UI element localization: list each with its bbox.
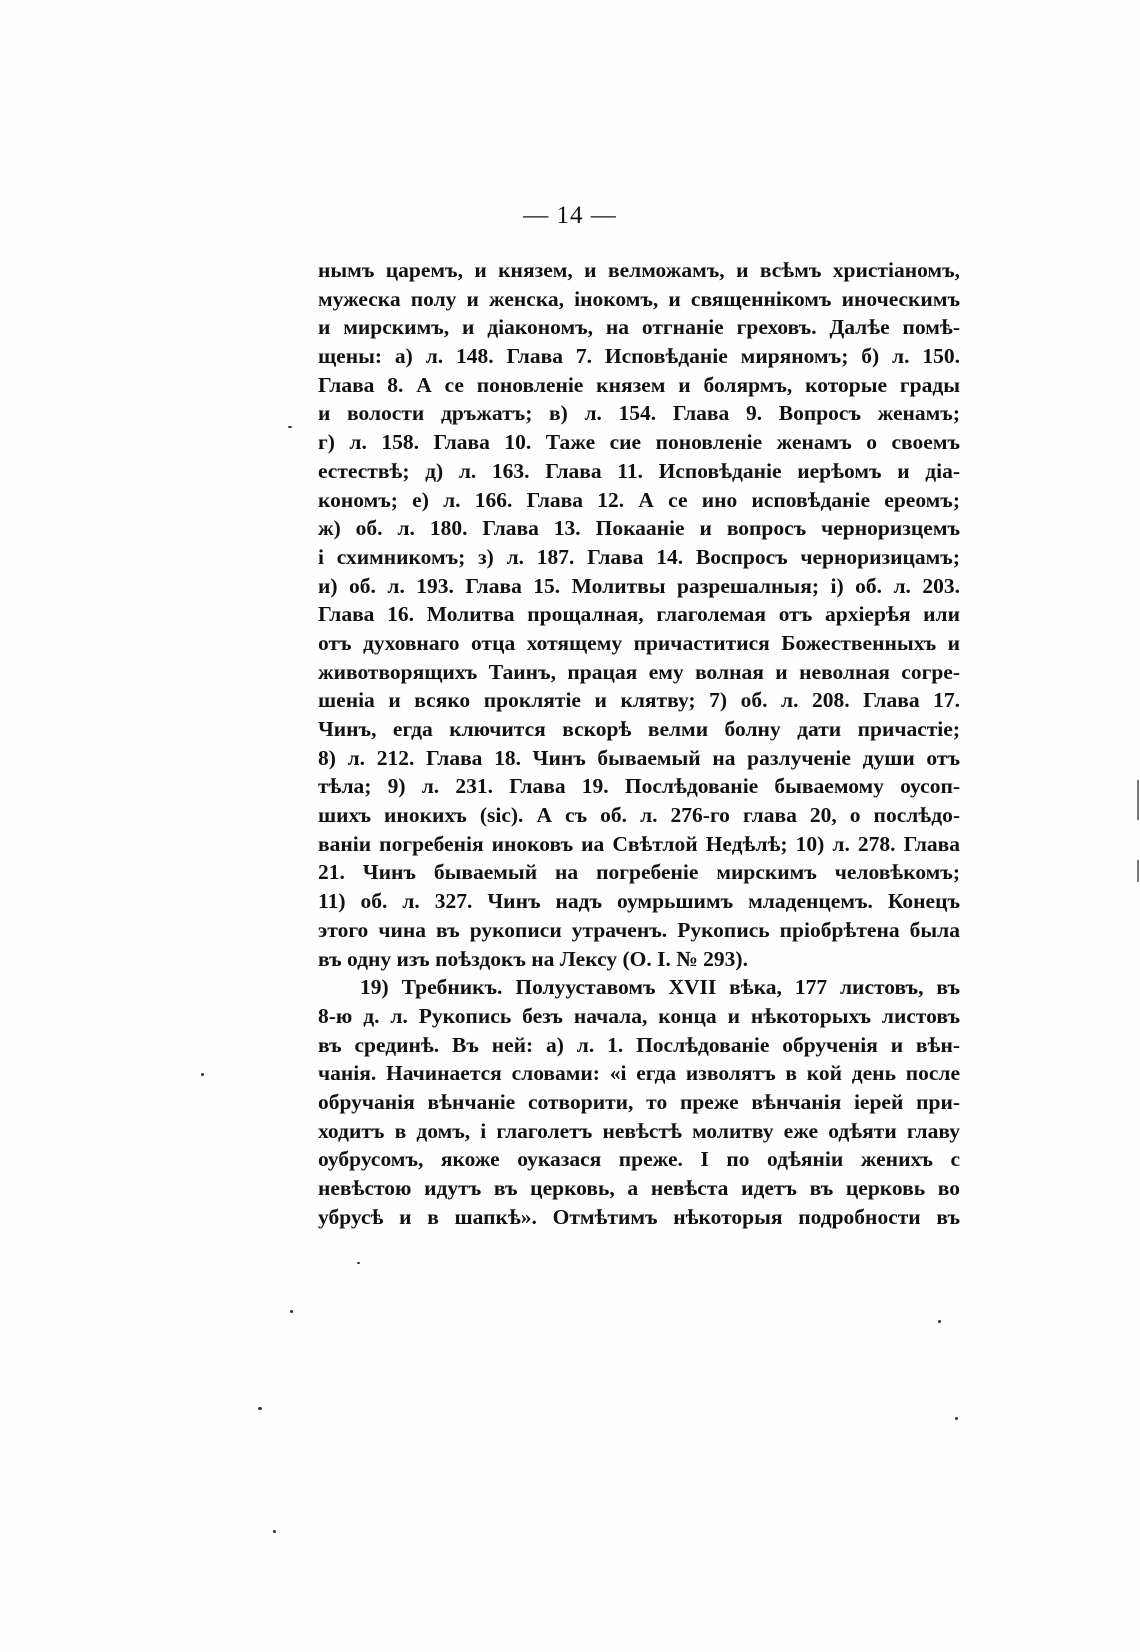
text-line: тѣла; 9) л. 231. Глава 19. Послѣдованіе бываемому оусоп-: [318, 774, 960, 799]
text-line: Глава 16. Молитва прощалная, глаголемая отъ архіерѣя или: [318, 602, 960, 627]
scan-speck: [201, 1073, 204, 1076]
text-line: животворящихъ Таинъ, працая ему волная и неволная согре-: [318, 659, 960, 684]
text-line: естествѣ; д) л. 163. Глава 11. Исповѣданіе иерѣомъ и діа-: [318, 458, 960, 483]
text-line: мужеска полу и женска, інокомъ, и священнікомъ иноческимъ: [318, 286, 960, 311]
scan-speck: [938, 1320, 941, 1323]
text-line: ходитъ в домъ, і глаголетъ невѣстѣ молитву еже одѣяти главу: [318, 1118, 960, 1143]
scan-speck: [288, 426, 292, 428]
text-line: оубрусомъ, якоже оуказася преже. І по одѣяніи женихъ с: [318, 1147, 960, 1172]
text-line: шихъ инокихъ (sic). А съ об. л. 276-го глава 20, о послѣдо-: [318, 803, 960, 828]
paragraph-1: [318, 256, 960, 973]
body-text: [318, 256, 960, 1231]
text-line: 8-ю д. л. Рукопись безъ начала, конца и нѣкоторыхъ листовъ: [318, 1003, 960, 1028]
page-number: — 14 —: [523, 202, 617, 229]
text-line: и мирскимъ, и діакономъ, на отгнаніе греховъ. Далѣе помѣ-: [318, 315, 960, 340]
text-line: і схимникомъ; з) л. 187. Глава 14. Воспросъ черноризицамъ;: [318, 544, 960, 569]
scan-speck: [273, 1530, 276, 1533]
scan-speck: [955, 1417, 958, 1420]
scan-speck: [258, 1407, 262, 1410]
text-line: ваніи погребенія иноковъ иа Свѣтлой Недѣлѣ; 10) л. 278. Глава: [318, 831, 960, 856]
text-line: обручанія вѣнчаніе сотворити, то преже вѣнчанія іерей при-: [318, 1089, 960, 1114]
scan-speck: [290, 1310, 293, 1313]
text-line: 11) об. л. 327. Чинъ надъ оумрьшимъ младенцемъ. Конецъ: [318, 889, 960, 914]
text-line: убрусѣ и в шапкѣ». Отмѣтимъ нѣкоторыя подробности въ: [318, 1204, 960, 1229]
text-line: невѣстою идутъ въ церковь, а невѣста идетъ въ церковь во: [318, 1176, 960, 1200]
text-line: Чинъ, егда ключится вскорѣ велми болну дати причастіе;: [318, 717, 960, 741]
text-line: ж) об. л. 180. Глава 13. Покааніе и вопросъ черноризцемъ: [318, 516, 960, 541]
scan-edge-mark: [1137, 780, 1139, 820]
text-line: шеніа и всяко проклятіе и клятву; 7) об. л. 208. Глава 17.: [318, 688, 960, 713]
text-line: 21. Чинъ бываемый на погребеніе мирскимъ человѣкомъ;: [318, 860, 960, 885]
text-line: этого чина въ рукописи утраченъ. Рукопись пріобрѣтена была: [318, 917, 960, 942]
text-line: г) л. 158. Глава 10. Таже сие поновленіе женамъ о своемъ: [318, 430, 960, 455]
text-line: щены: а) л. 148. Глава 7. Исповѣданіе миряномъ; б) л. 150.: [318, 344, 960, 369]
text-line: 19) Требникъ. Полууставомъ XVII вѣка, 177 листовъ, въ: [360, 975, 960, 1000]
paragraph-2: [318, 973, 960, 1231]
text-line: и волости дръжатъ; в) л. 154. Глава 9. Вопросъ женамъ;: [318, 401, 960, 426]
text-line: чанія. Начинается словами: «і егда изволятъ в кой день после: [318, 1061, 960, 1086]
text-line: Глава 8. А се поновленіе князем и болярмъ, которые грады: [318, 372, 960, 397]
text-line: кономъ; е) л. 166. Глава 12. А се ино исповѣданіе ереомъ;: [318, 487, 960, 512]
text-line: 8) л. 212. Глава 18. Чинъ бываемый на разлученіе души отъ: [318, 745, 960, 770]
text-line: въ одну изъ поѣздокъ на Лексу (О. I. № 293).: [318, 946, 748, 971]
text-line: отъ духовнаго отца хотящему причаститися Божественныхъ и: [318, 630, 960, 655]
text-line: нымъ царемъ, и князем, и велможамъ, и всѣмъ христіаномъ,: [318, 258, 960, 282]
text-line: въ срединѣ. Въ ней: а) л. 1. Послѣдованіе обрученія и вѣн-: [318, 1032, 960, 1057]
text-line: и) об. л. 193. Глава 15. Молитвы разрешалныя; і) об. л. 203.: [318, 573, 960, 598]
scan-speck: [357, 1262, 360, 1264]
scan-edge-mark: [1137, 860, 1139, 882]
